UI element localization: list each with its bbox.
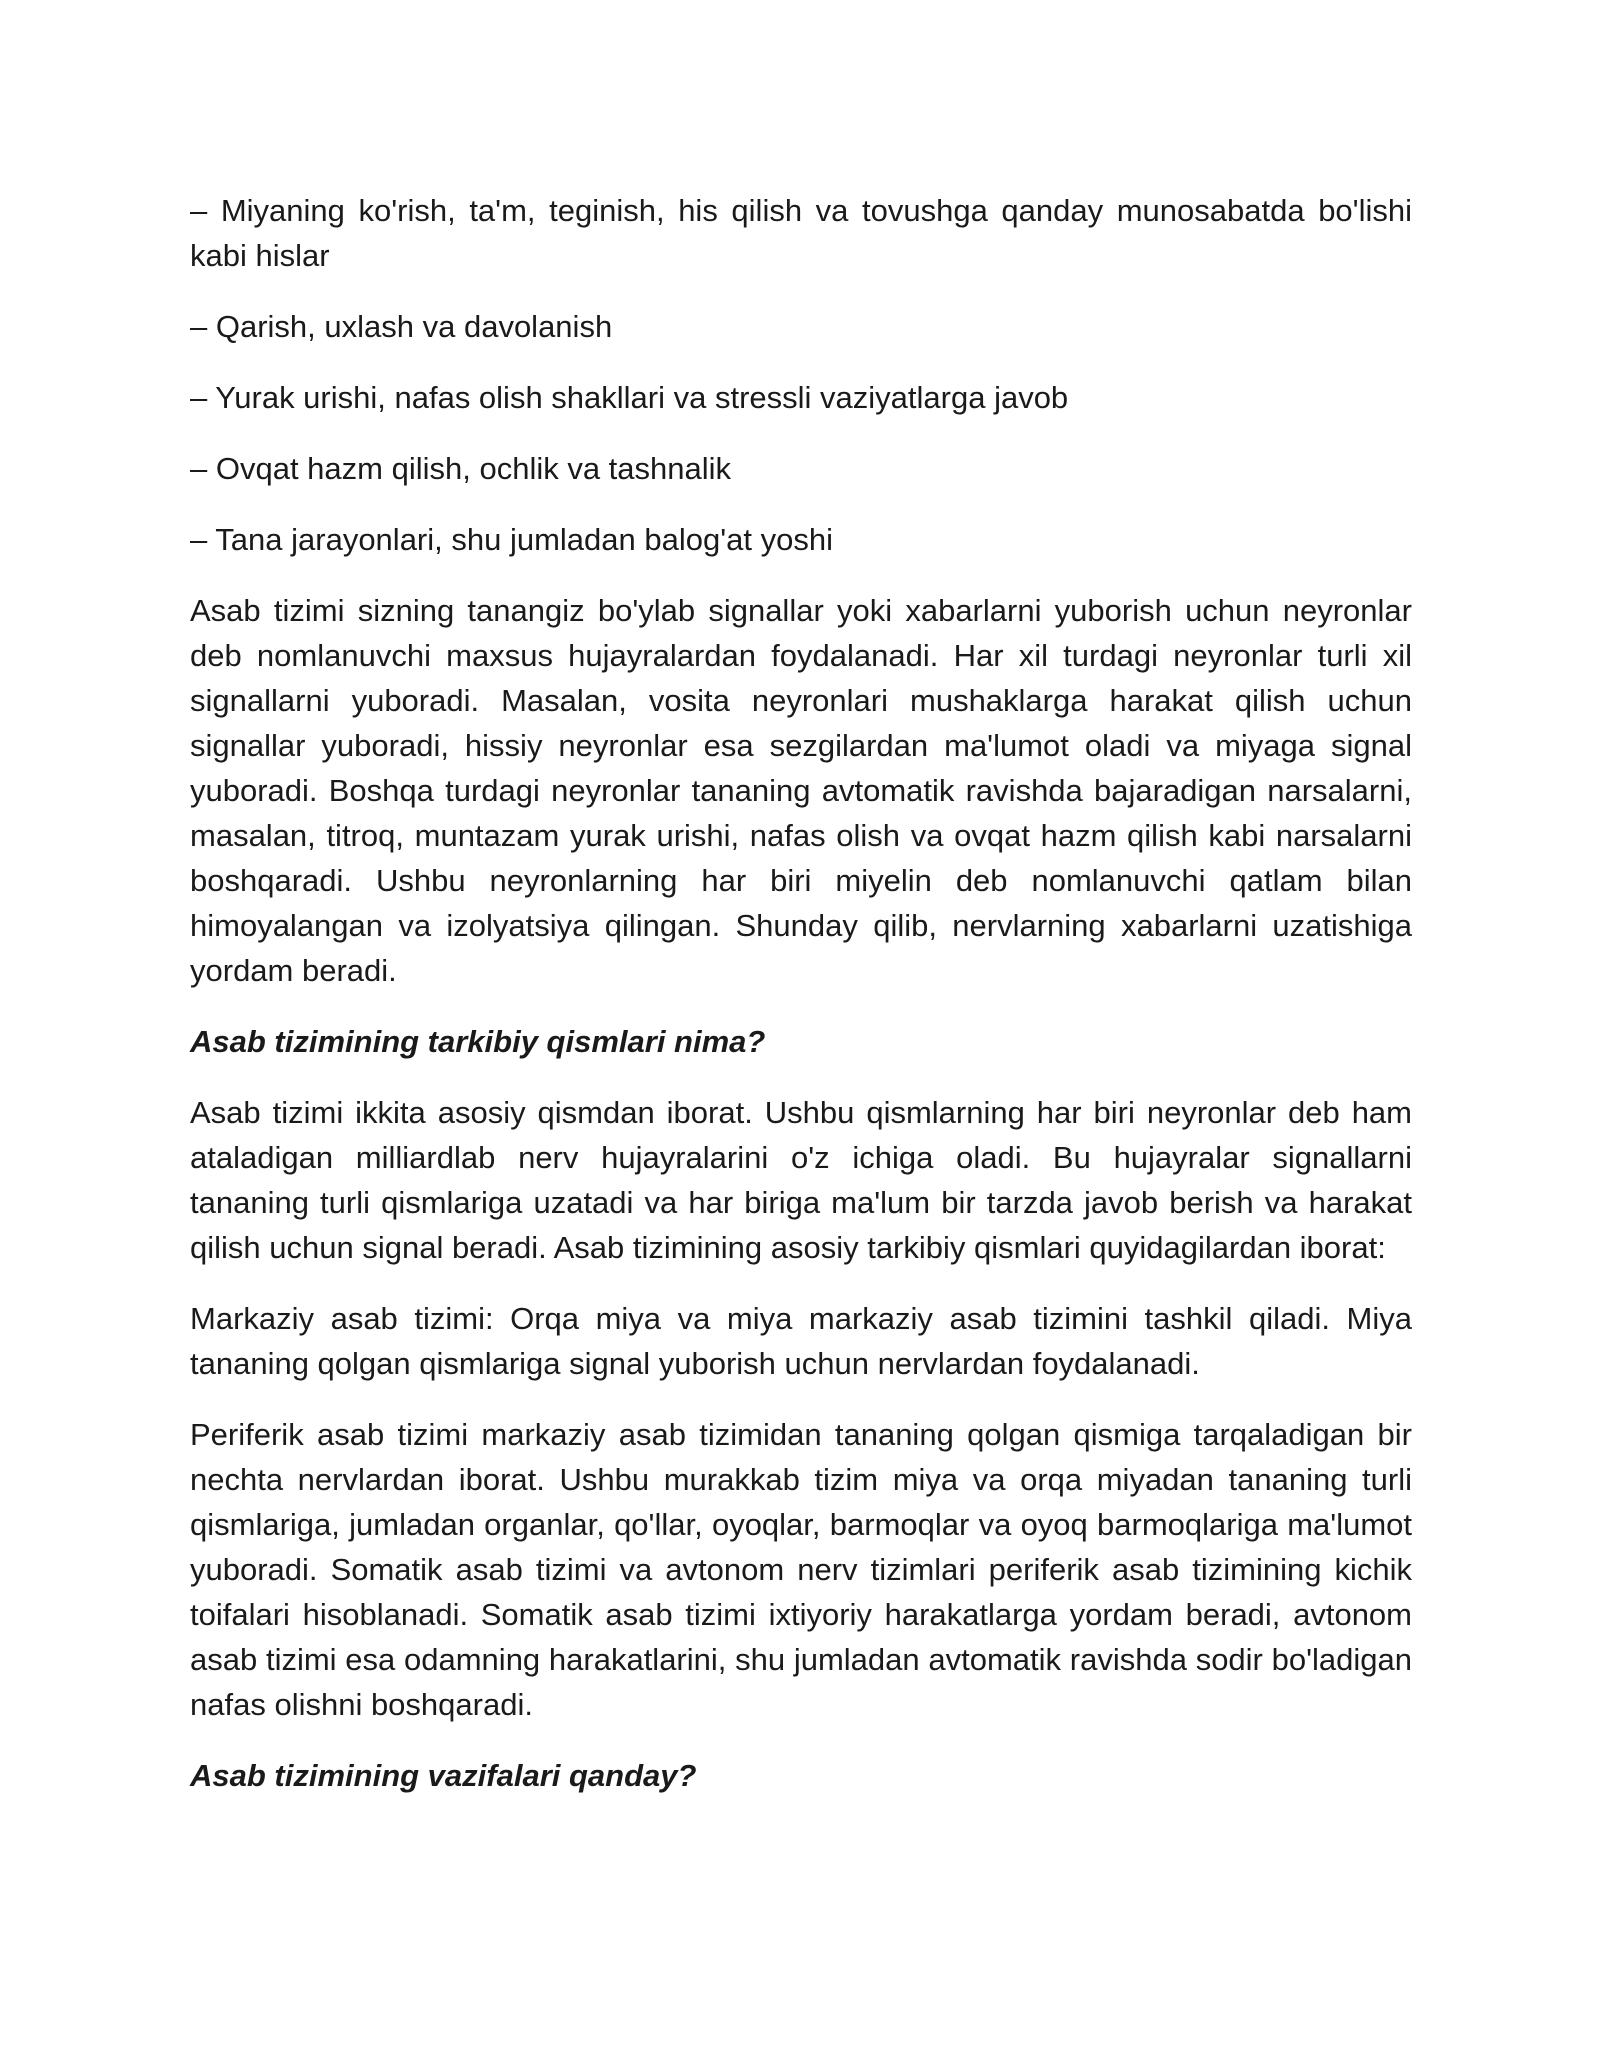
- paragraph-neurons: Asab tizimi sizning tanangiz bo'ylab signallar yoki xabarlarni yuborish uchun neyronlar deb nomlanuvchi maxsus hujayralardan foydalanadi. Har xil turdagi neyronlar turli xil signallarni yuboradi. Masalan, vosita neyronlari mushaklarga harakat qilish uchun signallar yuboradi, hissiy neyronlar esa sezgilardan ma'lumot oladi va miyaga signal yuboradi. Boshqa turdagi neyronlar tananing avtomatik ravishda bajaradigan narsalarni, masalan, titroq, muntazam yurak urishi, nafas olish va ovqat hazm qilish kabi narsalarni boshqaradi. Ushbu neyronlarning har biri miyelin deb nomlanuvchi qatlam bilan himoyalangan va izolyatsiya qilingan. Shunday qilib, nervlarning xabarlarni uzatishiga yordam beradi.: [190, 593, 1412, 988]
- document-page: [190, 188, 1412, 1824]
- paragraph-peripheral-nervous-system: Periferik asab tizimi markaziy asab tizimidan tananing qolgan qismiga tarqaladigan bir nechta nervlardan iborat. Ushbu murakkab tizim miya va orqa miyadan tananing turli qismlariga, jumladan organlar, qo'llar, oyoqlar, barmoqlar va oyoq barmoqlariga ma'lumot yuboradi. Somatik asab tizimi va avtonom nerv tizimlari periferik asab tizimining kichik toifalari hisoblanadi. Somatik asab tizimi ixtiyoriy harakatlarga yordam beradi, avtonom asab tizimi esa odamning harakatlarini, shu jumladan avtomatik ravishda sodir bo'ladigan nafas olishni boshqaradi.: [190, 1417, 1412, 1722]
- bullet-heartbeat: – Yurak urishi, nafas olish shakllari va stressli vaziyatlarga javob: [190, 380, 1069, 415]
- bullet-digestion: – Ovqat hazm qilish, ochlik va tashnalik: [190, 451, 732, 486]
- bullet-body-processes: – Tana jarayonlari, shu jumladan balog'at yoshi: [190, 522, 833, 557]
- bullet-senses: – Miyaning ko'rish, ta'm, teginish, his qilish va tovushga qanday munosabatda bo'lishi kabi hislar: [190, 193, 1412, 273]
- paragraph-central-nervous-system: Markaziy asab tizimi: Orqa miya va miya markaziy asab tizimini tashkil qiladi. Miya tananing qolgan qismlariga signal yuborish uchun nervlardan foydalanadi.: [190, 1301, 1412, 1381]
- heading-functions: Asab tizimining vazifalari qanday?: [190, 1758, 697, 1793]
- heading-components: Asab tizimining tarkibiy qismlari nima?: [190, 1024, 766, 1059]
- paragraph-two-parts: Asab tizimi ikkita asosiy qismdan iborat. Ushbu qismlarning har biri neyronlar deb ham ataladigan milliardlab nerv hujayralarini o'z ichiga oladi. Bu hujayralar signallarni tananing turli qismlariga uzatadi va har biriga ma'lum bir tarzda javob berish va harakat qilish uchun signal beradi. Asab tizimining asosiy tarkibiy qismlari quyidagilardan iborat:: [190, 1095, 1412, 1265]
- bullet-aging-sleep: – Qarish, uxlash va davolanish: [190, 309, 613, 344]
